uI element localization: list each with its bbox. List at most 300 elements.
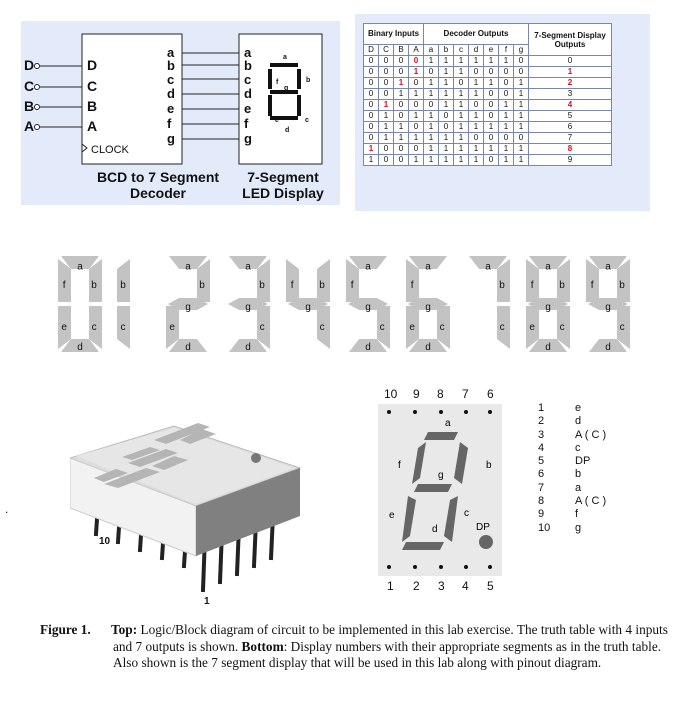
output-cell: 1 [424, 89, 439, 100]
segment-label-a: a [605, 261, 611, 273]
pin-row [538, 468, 606, 481]
input-cell: 1 [409, 67, 424, 78]
output-cell: 1 [514, 122, 529, 133]
input-cell: 0 [394, 100, 409, 111]
pin-assignment-table [538, 402, 606, 535]
output-cell: 0 [499, 89, 514, 100]
decoder-input-b: B [87, 98, 98, 114]
pin-top-9: 9 [413, 387, 420, 401]
pin-number: 6 [538, 468, 545, 481]
caption-body [113, 622, 673, 672]
segment-label-c: c [120, 322, 126, 334]
pin-top-7: 7 [462, 387, 469, 401]
display-cell: 4 [529, 100, 612, 111]
pin-row [538, 495, 606, 508]
output-cell: 0 [484, 111, 499, 122]
output-cell: 1 [439, 67, 454, 78]
column-header-f: f [499, 45, 514, 56]
segment-label-g: g [305, 301, 311, 313]
column-header-C: C [379, 45, 394, 56]
input-cell: 0 [409, 56, 424, 67]
output-cell: 1 [454, 100, 469, 111]
output-cell: 0 [469, 67, 484, 78]
output-cell: 1 [439, 155, 454, 166]
decoder-output-e: e [167, 101, 175, 116]
input-cell: 1 [394, 122, 409, 133]
output-cell: 1 [454, 144, 469, 155]
output-cell: 0 [469, 100, 484, 111]
display-input-g: g [244, 131, 252, 146]
output-cell: 1 [424, 111, 439, 122]
column-header-a: a [424, 45, 439, 56]
segment-label-c: c [439, 322, 445, 334]
input-cell: 0 [379, 155, 394, 166]
pin-function: e [575, 402, 582, 414]
pin-row [538, 455, 606, 468]
decoder-output-f: f [167, 116, 172, 131]
pinout-seg-dp: DP [476, 522, 490, 533]
segment-label-b: b [499, 279, 505, 291]
pinout-seg-f: f [398, 460, 401, 471]
output-cell: 0 [484, 89, 499, 100]
header-binary-inputs: Binary Inputs [364, 24, 424, 45]
column-header-A: A [409, 45, 424, 56]
segment-label-a: a [425, 261, 431, 273]
segment-label-f: f [350, 279, 354, 291]
pin-bottom-3: 3 [438, 579, 445, 593]
output-cell: 0 [439, 122, 454, 133]
pin-number: 10 [538, 521, 551, 534]
input-label-d: D [24, 57, 35, 73]
segment-label-b: b [559, 279, 565, 291]
segment-label-g: g [365, 301, 371, 313]
column-header-e: e [484, 45, 499, 56]
pin-top-10: 10 [384, 387, 398, 401]
output-cell: 1 [514, 155, 529, 166]
pin-bottom-2: 2 [413, 579, 420, 593]
header-display-outputs: 7-Segment Display Outputs [529, 24, 612, 56]
segment-label-e: e [169, 322, 175, 334]
output-cell: 1 [439, 100, 454, 111]
output-cell: 1 [454, 89, 469, 100]
table-row [364, 111, 612, 122]
truth-table-panel [355, 14, 650, 211]
pinout-seg-a: a [445, 418, 451, 429]
display-cell: 5 [529, 111, 612, 122]
segment-label-b: b [319, 279, 325, 291]
pin-bottom-1: 1 [387, 579, 394, 593]
pin-number: 1 [538, 402, 545, 414]
segment-label-g: g [185, 301, 191, 313]
output-cell: 0 [484, 67, 499, 78]
output-cell: 0 [514, 133, 529, 144]
input-cell: 0 [364, 78, 379, 89]
input-cell: 0 [364, 122, 379, 133]
display-cell: 6 [529, 122, 612, 133]
table-row [364, 155, 612, 166]
segment-label-f: f [410, 279, 414, 291]
input-cell: 1 [364, 155, 379, 166]
segment-label-c: c [499, 322, 505, 334]
pin-function: A ( C ) [575, 495, 607, 508]
segment-label-g: g [605, 301, 611, 313]
output-cell: 1 [514, 89, 529, 100]
input-cell: 0 [364, 133, 379, 144]
display-cell: 2 [529, 78, 612, 89]
table-row [364, 122, 612, 133]
pin-row [538, 429, 606, 442]
input-label-b: B [24, 98, 35, 114]
display-input-d: d [244, 86, 252, 101]
input-cell: 0 [409, 100, 424, 111]
pin-function: f [575, 508, 579, 521]
output-cell: 1 [424, 78, 439, 89]
segment-label-b: b [91, 279, 97, 291]
mini-seg-a: a [283, 54, 287, 61]
output-cell: 1 [424, 155, 439, 166]
input-cell: 0 [379, 67, 394, 78]
input-cell: 0 [409, 144, 424, 155]
pin-row [538, 442, 606, 455]
digit-1 [117, 259, 130, 349]
input-cell: 0 [379, 78, 394, 89]
output-cell: 0 [499, 133, 514, 144]
output-cell: 0 [499, 67, 514, 78]
segment-label-f: f [530, 279, 534, 291]
table-row [364, 89, 612, 100]
display-caption [233, 169, 333, 201]
pin-top-6: 6 [487, 387, 494, 401]
segment-label-d: d [605, 342, 611, 354]
segment-label-b: b [259, 279, 265, 291]
table-row [364, 144, 612, 155]
segment-label-a: a [185, 261, 191, 273]
display-input-b: b [244, 58, 252, 73]
input-cell: 0 [409, 78, 424, 89]
table-row [364, 67, 612, 78]
input-cell: 0 [379, 56, 394, 67]
pinout-segments [378, 404, 502, 576]
input-cell: 1 [394, 89, 409, 100]
output-cell: 1 [454, 133, 469, 144]
output-cell: 1 [514, 111, 529, 122]
caption-top-label: Top: [111, 622, 138, 637]
output-cell: 1 [424, 144, 439, 155]
display-cell: 0 [529, 56, 612, 67]
input-cell: 1 [409, 133, 424, 144]
input-cell: 0 [394, 155, 409, 166]
display-cell: 9 [529, 155, 612, 166]
input-cell: 0 [364, 67, 379, 78]
output-cell: 1 [439, 89, 454, 100]
output-cell: 0 [514, 56, 529, 67]
pin-function: g [575, 521, 582, 534]
output-cell: 0 [439, 111, 454, 122]
segment-label-d: d [185, 342, 191, 354]
pin-function: DP [575, 455, 591, 468]
display-cell: 1 [529, 67, 612, 78]
input-cell: 1 [394, 78, 409, 89]
digit-2 [166, 256, 210, 353]
digit-9 [586, 256, 630, 353]
output-cell: 1 [484, 78, 499, 89]
decoder-output-d: d [167, 86, 175, 101]
output-cell: 1 [469, 56, 484, 67]
digit-0 [58, 256, 102, 353]
display-caption-line1: 7-Segment [247, 169, 319, 185]
segment-label-e: e [409, 322, 415, 334]
segment-label-a: a [77, 261, 83, 273]
segment-label-g: g [425, 301, 431, 313]
segment-label-a: a [245, 261, 251, 273]
mini-seg-c: c [305, 117, 309, 124]
segment-label-c: c [91, 322, 97, 334]
input-cell: 1 [379, 100, 394, 111]
output-cell: 1 [514, 100, 529, 111]
output-cell: 1 [469, 122, 484, 133]
pin-bottom-4: 4 [462, 579, 469, 593]
output-cell: 0 [484, 133, 499, 144]
pin-number: 8 [538, 495, 545, 508]
output-cell: 0 [424, 67, 439, 78]
column-header-D: D [364, 45, 379, 56]
segment-label-g: g [545, 301, 551, 313]
decoder-output-c: c [167, 72, 175, 87]
decoder-output-a: a [167, 45, 175, 60]
input-cell: 1 [409, 89, 424, 100]
table-row [364, 56, 612, 67]
input-cell: 1 [364, 144, 379, 155]
input-cell: 0 [409, 122, 424, 133]
pin-row [538, 522, 606, 535]
digit-4 [286, 259, 330, 349]
output-cell: 1 [499, 122, 514, 133]
digit-7 [469, 256, 510, 349]
display-cell: 3 [529, 89, 612, 100]
output-cell: 1 [484, 56, 499, 67]
digit-8 [526, 256, 570, 353]
pin-bottom-5: 5 [487, 579, 494, 593]
display-input-f: f [244, 116, 249, 131]
output-cell: 1 [499, 56, 514, 67]
segment-label-e: e [529, 322, 535, 334]
pinout-seg-g: g [438, 470, 444, 481]
led-pin-label-10: 10 [99, 536, 111, 547]
output-cell: 1 [439, 133, 454, 144]
caption-top-text: Logic/Block diagram of circuit to be implemented in this lab exercise. The truth table with 4 inputs and 7 outputs is shown. [113, 622, 668, 654]
mini-seg-b: b [306, 77, 311, 84]
output-cell: 1 [499, 111, 514, 122]
segment-label-c: c [559, 322, 565, 334]
column-header-c: c [454, 45, 469, 56]
column-header-d: d [469, 45, 484, 56]
segment-label-b: b [619, 279, 625, 291]
pin-number: 4 [538, 441, 545, 454]
decoder-caption-line2: Decoder [129, 185, 187, 201]
segment-label-g: g [245, 301, 251, 313]
column-header-B: B [394, 45, 409, 56]
output-cell: 0 [499, 78, 514, 89]
display-cell: 8 [529, 144, 612, 155]
pin-function: c [575, 441, 581, 454]
caption-bottom-text: : Display numbers with their appropriate segments as in the truth table. Also shown is the 7 segment display that will be used in this lab along with pinout diagram. [113, 638, 662, 670]
segment-label-d: d [425, 342, 431, 354]
output-cell: 1 [499, 100, 514, 111]
input-cell: 0 [394, 144, 409, 155]
display-caption-line2: LED Display [242, 185, 324, 201]
decoder-output-b: b [167, 58, 175, 73]
output-cell: 1 [499, 144, 514, 155]
pin-function: A ( C ) [575, 428, 607, 441]
input-cell: 1 [379, 133, 394, 144]
input-cell: 0 [394, 111, 409, 122]
mini-seg-f: f [276, 79, 279, 86]
display-input-a: a [244, 45, 252, 60]
caption-lead: Figure 1. [40, 622, 91, 637]
output-cell: 1 [439, 78, 454, 89]
output-cell: 1 [514, 144, 529, 155]
stray-mark: . [5, 502, 9, 516]
header-decoder-outputs: Decoder Outputs [424, 24, 529, 45]
pinout-seg-b: b [486, 460, 492, 471]
pin-top-8: 8 [437, 387, 444, 401]
display-input-c: c [244, 72, 252, 87]
mini-seg-g: g [284, 85, 289, 92]
output-cell: 0 [469, 133, 484, 144]
segment-label-d: d [365, 342, 371, 354]
input-label-a: A [24, 118, 35, 134]
segment-label-c: c [319, 322, 325, 334]
column-header-b: b [439, 45, 454, 56]
table-row [364, 100, 612, 111]
output-cell: 1 [499, 155, 514, 166]
table-row [364, 133, 612, 144]
pinout-diagram [378, 404, 502, 576]
output-cell: 0 [514, 67, 529, 78]
segment-label-b: b [199, 279, 205, 291]
display-input-e: e [244, 101, 252, 116]
mini-seg-e: e [275, 117, 279, 124]
output-cell: 1 [439, 56, 454, 67]
column-header-g: g [514, 45, 529, 56]
decoder-caption-line1: BCD to 7 Segment [96, 169, 220, 185]
segment-label-d: d [545, 342, 551, 354]
output-cell: 0 [454, 78, 469, 89]
segment-label-e: e [61, 322, 67, 334]
pin-number: 5 [538, 455, 545, 468]
table-row [364, 78, 612, 89]
output-cell: 0 [424, 100, 439, 111]
truth-table [363, 23, 612, 166]
input-cell: 1 [409, 111, 424, 122]
input-cell: 1 [409, 155, 424, 166]
decoder-caption [83, 169, 233, 201]
output-cell: 1 [514, 78, 529, 89]
output-cell: 1 [424, 122, 439, 133]
segment-label-c: c [619, 322, 625, 334]
output-cell: 1 [484, 122, 499, 133]
pin-row [538, 482, 606, 495]
block-diagram [21, 21, 340, 205]
pin-function: d [575, 415, 582, 428]
mini-seg-d: d [285, 127, 290, 134]
decoder-output-g: g [167, 131, 175, 146]
output-cell: 1 [454, 155, 469, 166]
pin-row [538, 402, 606, 415]
input-cell: 1 [379, 122, 394, 133]
output-cell: 1 [469, 89, 484, 100]
pinout-seg-e: e [389, 510, 395, 521]
input-cell: 0 [379, 89, 394, 100]
pinout-seg-d: d [432, 524, 438, 535]
segment-label-f: f [290, 279, 294, 291]
output-cell: 1 [484, 144, 499, 155]
decoder-input-a: A [87, 118, 98, 134]
output-cell: 1 [454, 56, 469, 67]
pinout-seg-c: c [464, 508, 469, 519]
truth-table-body [364, 56, 612, 166]
pin-number: 7 [538, 481, 545, 494]
output-cell: 1 [454, 67, 469, 78]
output-cell: 1 [424, 133, 439, 144]
pin-row [538, 415, 606, 428]
segment-label-f: f [590, 279, 594, 291]
decoder-input-c: C [87, 78, 98, 94]
digit-3 [228, 256, 270, 353]
led-pin-label-1: 1 [204, 596, 210, 606]
input-cell: 0 [379, 144, 394, 155]
pin-function: b [575, 468, 582, 481]
clock-label: CLOCK [91, 144, 129, 156]
digit-5 [346, 256, 390, 353]
output-cell: 1 [469, 78, 484, 89]
segment-label-c: c [379, 322, 385, 334]
input-cell: 0 [364, 89, 379, 100]
segment-label-d: d [77, 342, 83, 354]
output-cell: 1 [469, 144, 484, 155]
pin-row [538, 508, 606, 521]
output-cell: 0 [484, 100, 499, 111]
input-cell: 0 [394, 67, 409, 78]
output-cell: 1 [454, 122, 469, 133]
output-cell: 1 [469, 111, 484, 122]
output-cell: 1 [454, 111, 469, 122]
segment-label-c: c [259, 322, 265, 334]
input-cell: 0 [364, 56, 379, 67]
output-cell: 1 [469, 155, 484, 166]
segment-label-d: d [245, 342, 251, 354]
segment-label-f: f [62, 279, 66, 291]
pin-function: a [575, 481, 582, 494]
pin-number: 2 [538, 415, 545, 428]
output-cell: 0 [484, 155, 499, 166]
input-cell: 0 [364, 100, 379, 111]
input-cell: 0 [394, 56, 409, 67]
input-cell: 1 [379, 111, 394, 122]
pin-number: 3 [538, 428, 545, 441]
segment-label-a: a [365, 261, 371, 273]
led-component-illustration [70, 386, 360, 606]
display-cell: 7 [529, 133, 612, 144]
input-label-c: C [24, 78, 35, 94]
caption-bottom-label: Bottom [241, 638, 284, 654]
segment-label-a: a [545, 261, 551, 273]
input-cell: 0 [364, 111, 379, 122]
pin-number: 9 [538, 508, 545, 521]
digit-6 [406, 256, 450, 353]
segment-label-a: a [485, 261, 491, 273]
digit-strip [50, 254, 635, 357]
